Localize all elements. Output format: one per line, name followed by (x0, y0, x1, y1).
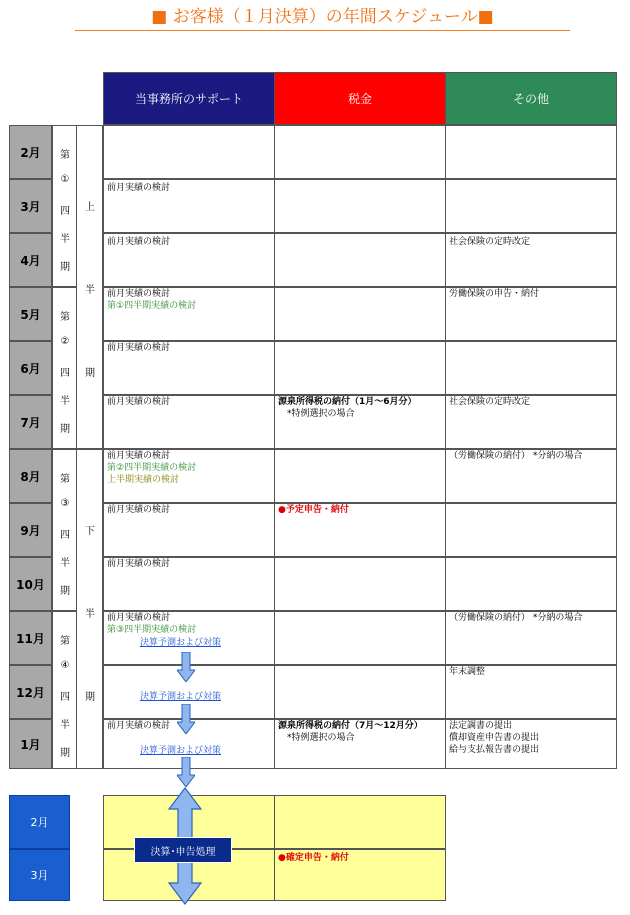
support-cell (103, 341, 275, 395)
other-text: 労働保険の申告・納付 (449, 289, 540, 299)
quarter-3 (52, 449, 77, 611)
quarter-char: 四 (60, 368, 70, 379)
quarter-char: 半 (60, 558, 70, 569)
other-text: （労働保険の納付） *分納の場合 (449, 613, 583, 623)
support-text: 前月実績の検討 (107, 183, 171, 193)
tax-text: 源泉所得税の納付（7月～12月分） (278, 721, 423, 731)
month-cell (9, 611, 52, 665)
support-text: 前月実績の検討 (107, 289, 171, 299)
month-label: 4月 (20, 253, 41, 268)
quarter-char: 期 (60, 262, 70, 273)
half-char: 期 (85, 368, 95, 379)
month-cell (9, 503, 52, 557)
closing-process-box (134, 837, 232, 863)
header-support (103, 72, 275, 125)
half-1 (76, 125, 103, 449)
other-text: 社会保険の定時改定 (449, 237, 531, 247)
header-other (445, 72, 617, 125)
quarter-char: 半 (60, 720, 70, 731)
quarter-char: ① (60, 174, 70, 185)
tax-cell-closing (274, 795, 446, 849)
support-text: 前月実績の検討 (107, 451, 171, 461)
header-tax-label: 税金 (347, 92, 372, 106)
month-label: 3月 (30, 869, 49, 882)
quarter-char: 第 (60, 636, 70, 647)
quarter-2 (52, 287, 77, 449)
tax-cell (274, 719, 446, 769)
month-label: 11月 (16, 631, 45, 646)
forecast-link[interactable]: 決算予測および対策 (140, 692, 222, 702)
other-cell (445, 179, 617, 233)
other-cell (445, 395, 617, 449)
support-text: 前月実績の検討 (107, 559, 171, 569)
other-text: 法定調書の提出 (449, 721, 513, 731)
tax-cell-closing (274, 849, 446, 901)
support-cell (103, 395, 275, 449)
quarter-char: ② (60, 336, 70, 347)
support-cell (103, 233, 275, 287)
month-cell (9, 341, 52, 395)
month-label: 3月 (20, 199, 41, 214)
support-cell (103, 287, 275, 341)
support-cell (103, 179, 275, 233)
tax-cell (274, 179, 446, 233)
month-label: 7月 (20, 415, 41, 430)
tax-text: ●予定申告・納付 (278, 505, 349, 515)
tax-cell (274, 449, 446, 503)
month-cell (9, 557, 52, 611)
quarter-char: 第 (60, 312, 70, 323)
tax-cell (274, 287, 446, 341)
tax-cell (274, 341, 446, 395)
quarter-char: 四 (60, 692, 70, 703)
other-cell (445, 557, 617, 611)
month-label: 12月 (16, 685, 45, 700)
quarter-char: 第 (60, 150, 70, 161)
month-label: 10月 (16, 577, 45, 592)
tax-cell (274, 611, 446, 665)
half-char: 半 (85, 609, 95, 620)
month-label: 6月 (20, 361, 41, 376)
quarter-1 (52, 125, 77, 287)
page-title: ■ お客様（１月決算）の年間スケジュール■ (75, 6, 570, 31)
month-cell (9, 125, 52, 179)
other-cell (445, 503, 617, 557)
month-cell (9, 287, 52, 341)
header-support-label: 当事務所のサポート (134, 92, 243, 106)
half-review-text: 上半期実績の検討 (107, 475, 180, 485)
bottom-month-cell (9, 849, 70, 901)
support-cell (103, 125, 275, 179)
half-char: 下 (85, 526, 95, 537)
month-label: 5月 (20, 307, 41, 322)
header-tax (274, 72, 446, 125)
support-text: 前月実績の検討 (107, 721, 171, 731)
month-label: 1月 (20, 737, 41, 752)
arrow-down-icon (177, 704, 195, 734)
month-cell (9, 233, 52, 287)
header-other-label: その他 (512, 92, 549, 106)
support-cell (103, 449, 275, 503)
quarter-review-text: 第③四半期実績の検討 (107, 625, 197, 635)
half-char: 半 (85, 285, 95, 296)
tax-cell (274, 125, 446, 179)
quarter-char: 第 (60, 474, 70, 485)
other-text: 給与支払報告書の提出 (449, 745, 540, 755)
tax-cell (274, 503, 446, 557)
final-return-text: ●確定申告・納付 (278, 853, 349, 863)
month-cell (9, 395, 52, 449)
tax-cell (274, 557, 446, 611)
other-text: 年末調整 (449, 667, 486, 677)
bottom-month-cell (9, 795, 70, 849)
month-label: 2月 (20, 145, 41, 160)
arrow-down-icon (177, 757, 195, 787)
quarter-review-text: 第②四半期実績の検討 (107, 463, 197, 473)
arrow-down-icon (177, 652, 195, 682)
tax-cell (274, 665, 446, 719)
forecast-link[interactable]: 決算予測および対策 (140, 638, 222, 648)
quarter-char: 半 (60, 234, 70, 245)
quarter-char: 半 (60, 396, 70, 407)
support-cell (103, 503, 275, 557)
other-cell (445, 125, 617, 179)
quarter-char: 期 (60, 586, 70, 597)
support-cell (103, 557, 275, 611)
other-cell (445, 719, 617, 769)
support-text: 前月実績の検討 (107, 237, 171, 247)
other-cell (445, 233, 617, 287)
quarter-char: 四 (60, 206, 70, 217)
month-label: 9月 (20, 523, 41, 538)
tax-cell (274, 395, 446, 449)
month-cell (9, 665, 52, 719)
month-label: 2月 (30, 816, 49, 829)
half-char: 期 (85, 692, 95, 703)
other-cell (445, 665, 617, 719)
month-cell (9, 179, 52, 233)
tax-text: 源泉所得税の納付（1月～6月分） (278, 397, 417, 407)
tax-note: *特例選択の場合 (287, 409, 355, 419)
other-text: 償却資産申告書の提出 (449, 733, 540, 743)
quarter-char: 期 (60, 748, 70, 759)
quarter-char: ③ (60, 498, 70, 509)
half-2 (76, 449, 103, 769)
month-label: 8月 (20, 469, 41, 484)
month-cell (9, 719, 52, 769)
quarter-review-text: 第①四半期実績の検討 (107, 301, 197, 311)
closing-process-label: 決算･申告処理 (150, 846, 216, 858)
support-text: 前月実績の検討 (107, 397, 171, 407)
other-cell (445, 287, 617, 341)
support-text: 前月実績の検討 (107, 505, 171, 515)
support-text: 前月実績の検討 (107, 343, 171, 353)
tax-cell (274, 233, 446, 287)
other-cell (445, 611, 617, 665)
other-cell (445, 449, 617, 503)
other-text: 社会保険の定時改定 (449, 397, 531, 407)
quarter-char: ④ (60, 660, 70, 671)
support-text: 前月実績の検討 (107, 613, 171, 623)
month-cell (9, 449, 52, 503)
quarter-char: 期 (60, 424, 70, 435)
forecast-link[interactable]: 決算予測および対策 (140, 746, 222, 756)
half-char: 上 (85, 202, 95, 213)
other-cell (445, 341, 617, 395)
quarter-char: 四 (60, 530, 70, 541)
quarter-4 (52, 611, 77, 769)
other-text: （労働保険の納付） *分納の場合 (449, 451, 583, 461)
tax-note: *特例選択の場合 (287, 733, 355, 743)
